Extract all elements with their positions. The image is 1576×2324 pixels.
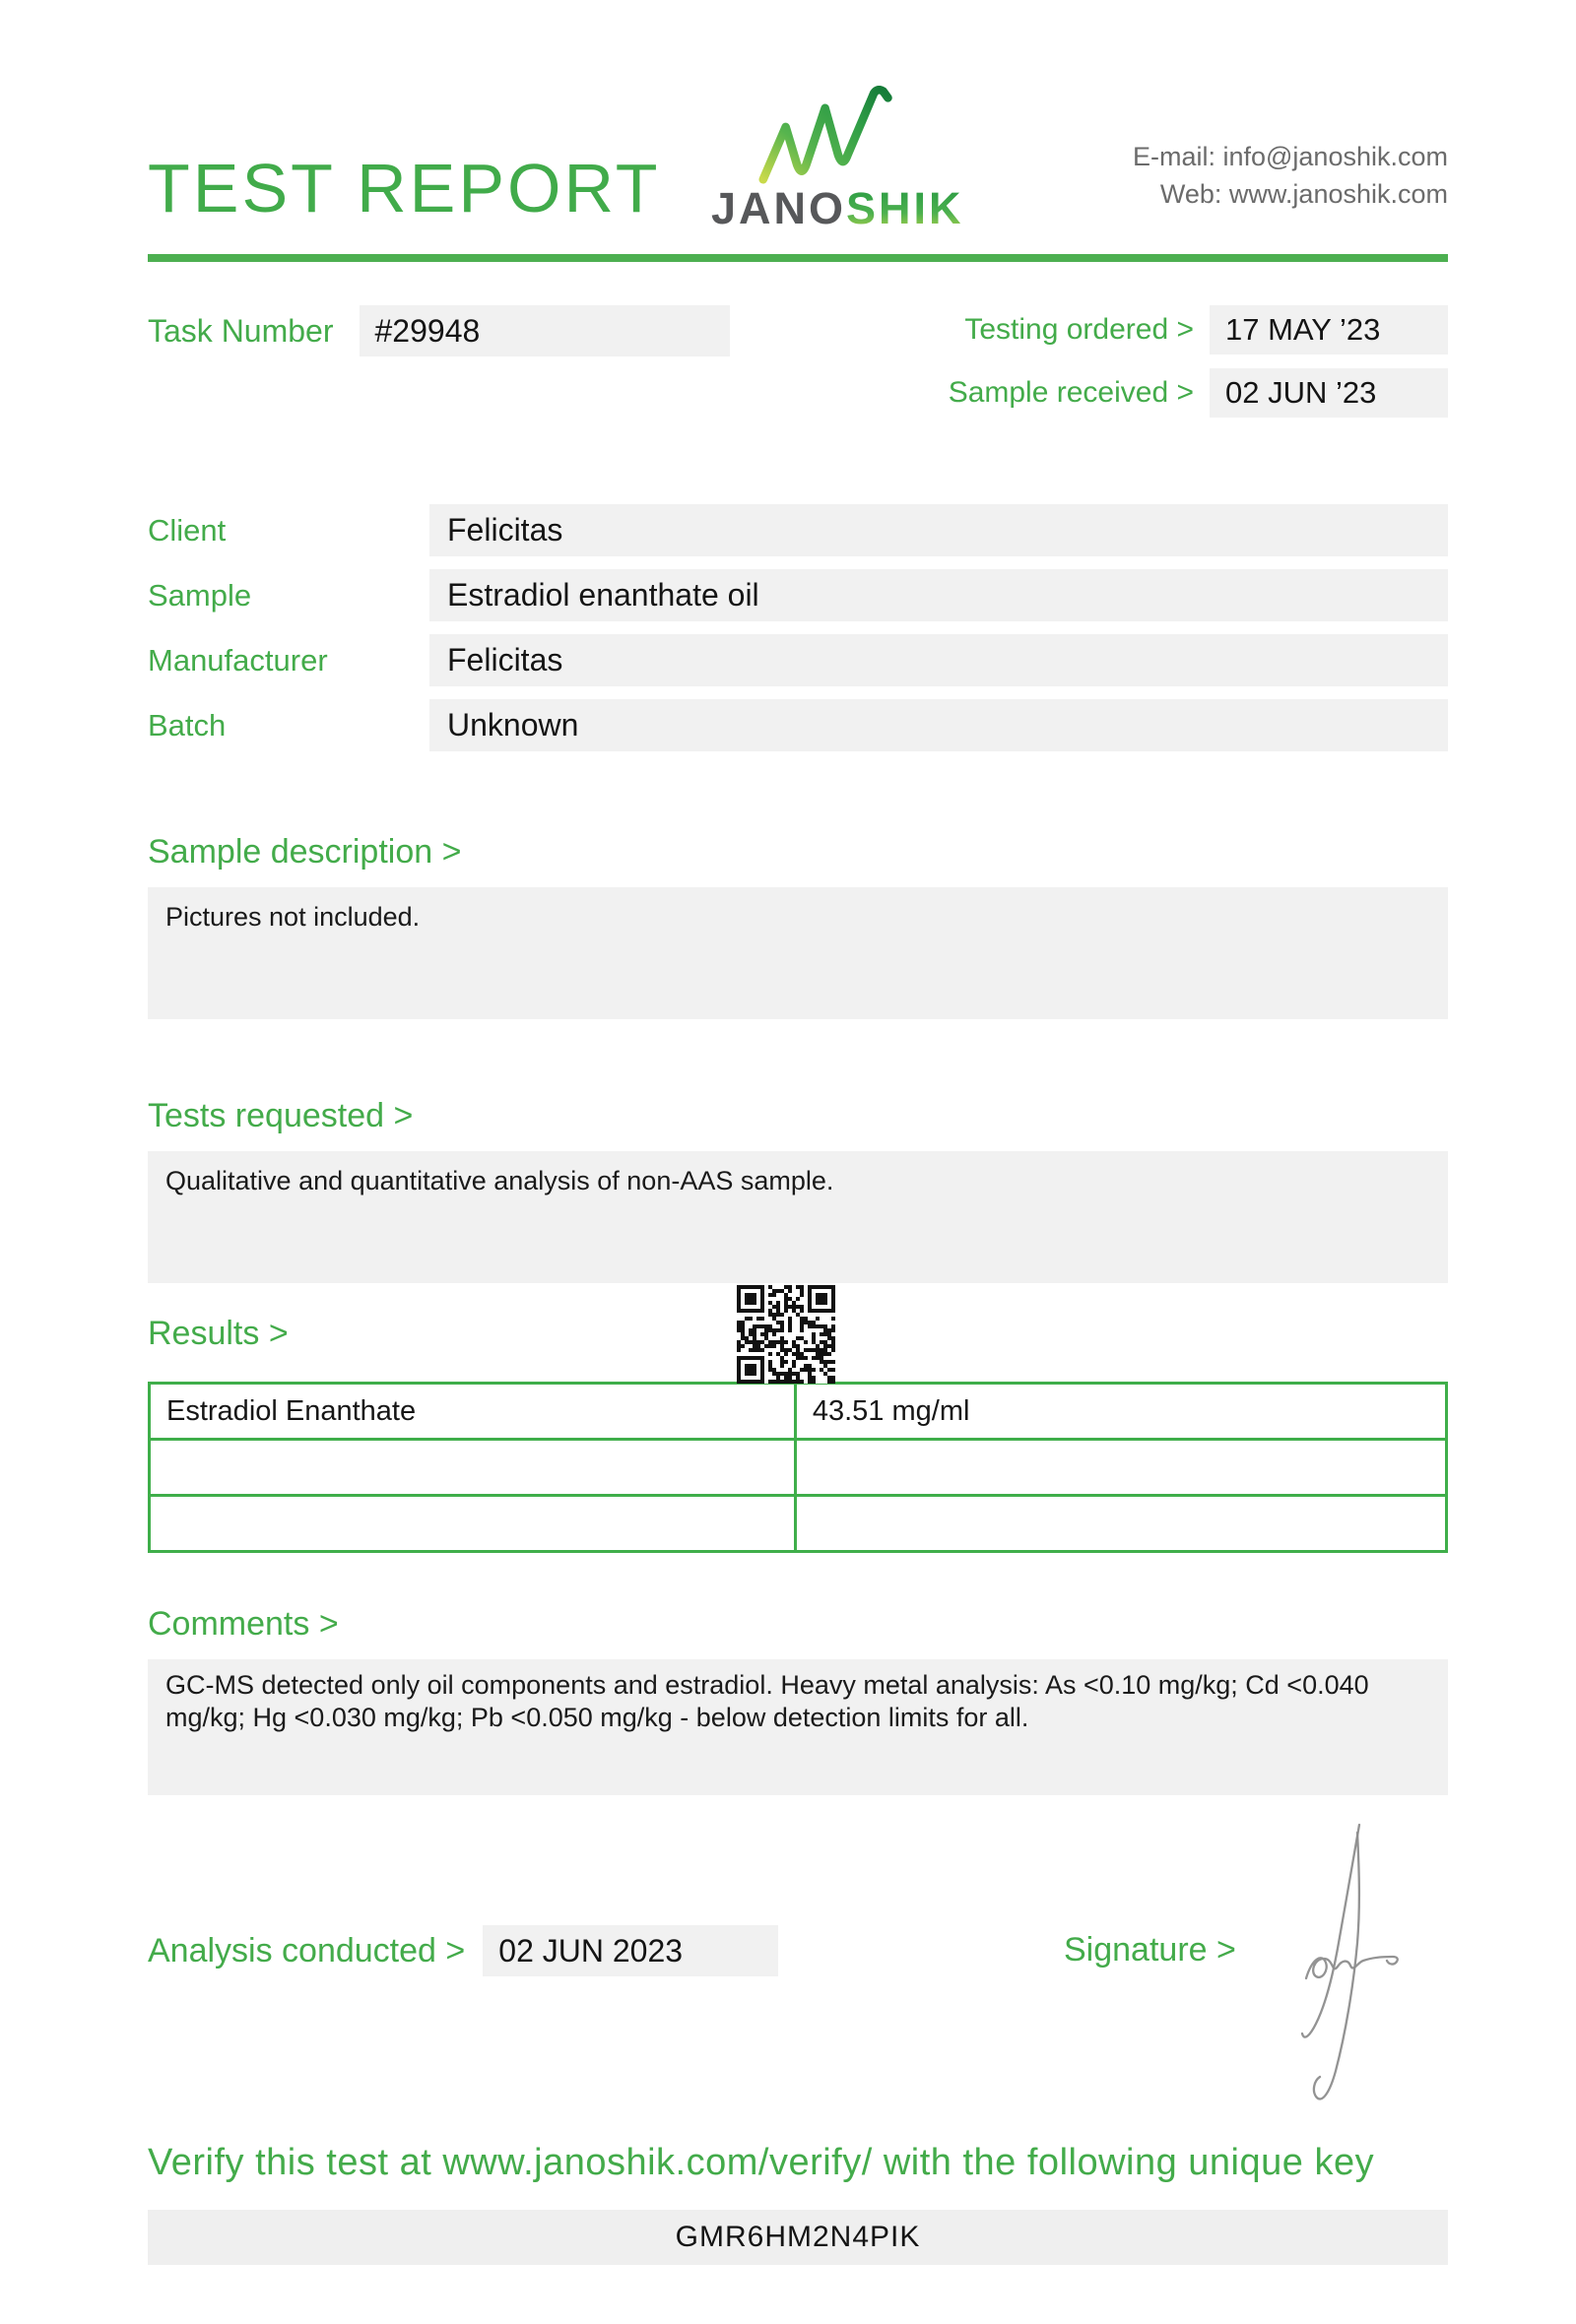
task-number-label: Task Number <box>148 312 334 349</box>
page-title: TEST REPORT <box>148 150 661 226</box>
analysis-conducted-value: 02 JUN 2023 <box>483 1925 778 1976</box>
sample-received-value: 02 JUN ’23 <box>1210 368 1448 418</box>
comments-box: GC-MS detected only oil components and estradiol. Heavy metal analysis: As <0.10 mg/kg; Cd <0.040 mg/kg; Hg <0.030 mg/kg; Pb <0.050 mg/kg - below detection limits for all. <box>148 1659 1448 1795</box>
result-name-cell <box>150 1496 796 1552</box>
info-row-client <box>148 504 1448 556</box>
result-row <box>150 1496 1447 1552</box>
batch-label: Batch <box>148 707 227 742</box>
sample-received-label: Sample received > <box>948 376 1194 409</box>
result-value-cell <box>795 1440 1446 1496</box>
qr-code <box>737 1285 835 1384</box>
sample-label: Sample <box>148 577 252 613</box>
footer-section <box>148 1923 1448 1978</box>
client-label: Client <box>148 512 227 548</box>
results-section <box>148 1285 1448 1553</box>
result-row <box>150 1384 1447 1440</box>
janoshik-logo <box>710 86 964 233</box>
manufacturer-value: Felicitas <box>429 634 1448 686</box>
info-row-manufacturer <box>148 634 1448 686</box>
verify-key: GMR6HM2N4PIK <box>675 2221 921 2253</box>
report-header <box>148 81 1448 233</box>
sample-info-section <box>148 504 1448 751</box>
tests-requested-box: Qualitative and quantitative analysis of non-AAS sample. <box>148 1151 1448 1283</box>
analysis-conducted-label: Analysis conducted > <box>148 1931 466 1969</box>
testing-ordered-value: 17 MAY ’23 <box>1210 305 1448 355</box>
sample-description-box: Pictures not included. <box>148 887 1448 1019</box>
info-row-sample <box>148 569 1448 621</box>
signature-label: Signature > <box>1064 1931 1236 1969</box>
contact-web: Web: www.janoshik.com <box>1159 179 1448 209</box>
tests-requested-section <box>148 1096 1448 1283</box>
comments-section <box>148 1604 1448 1795</box>
header-divider <box>148 254 1448 262</box>
manufacturer-label: Manufacturer <box>148 642 328 678</box>
signature-image <box>1263 1813 1416 2108</box>
task-number-value: #29948 <box>360 305 730 356</box>
result-name-cell <box>150 1440 796 1496</box>
logo-wordmark <box>710 183 964 233</box>
tests-requested-heading: Tests requested > <box>148 1097 414 1134</box>
result-name-cell: Estradiol Enanthate <box>150 1384 796 1440</box>
chart-peaks-icon <box>752 86 924 184</box>
task-section <box>148 305 1448 418</box>
logo-shik: SHIK <box>846 183 964 233</box>
sample-description-section <box>148 832 1448 1019</box>
verify-text: Verify this test at www.janoshik.com/verify/ with the following unique key <box>148 2142 1375 2183</box>
comments-heading: Comments > <box>148 1605 339 1643</box>
verify-key-box <box>148 2210 1448 2265</box>
logo-jano: JANO <box>710 183 846 233</box>
sample-value: Estradiol enanthate oil <box>429 569 1448 621</box>
results-heading: Results > <box>148 1315 289 1352</box>
result-row <box>150 1440 1447 1496</box>
batch-value: Unknown <box>429 699 1448 751</box>
contact-block <box>1133 138 1448 213</box>
result-value-cell: 43.51 mg/ml <box>795 1384 1446 1440</box>
results-table <box>148 1382 1448 1553</box>
sample-description-heading: Sample description > <box>148 833 462 871</box>
testing-ordered-label: Testing ordered > <box>964 313 1194 346</box>
client-value: Felicitas <box>429 504 1448 556</box>
result-value-cell <box>795 1496 1446 1552</box>
info-row-batch <box>148 699 1448 751</box>
contact-email: E-mail: info@janoshik.com <box>1132 142 1448 171</box>
